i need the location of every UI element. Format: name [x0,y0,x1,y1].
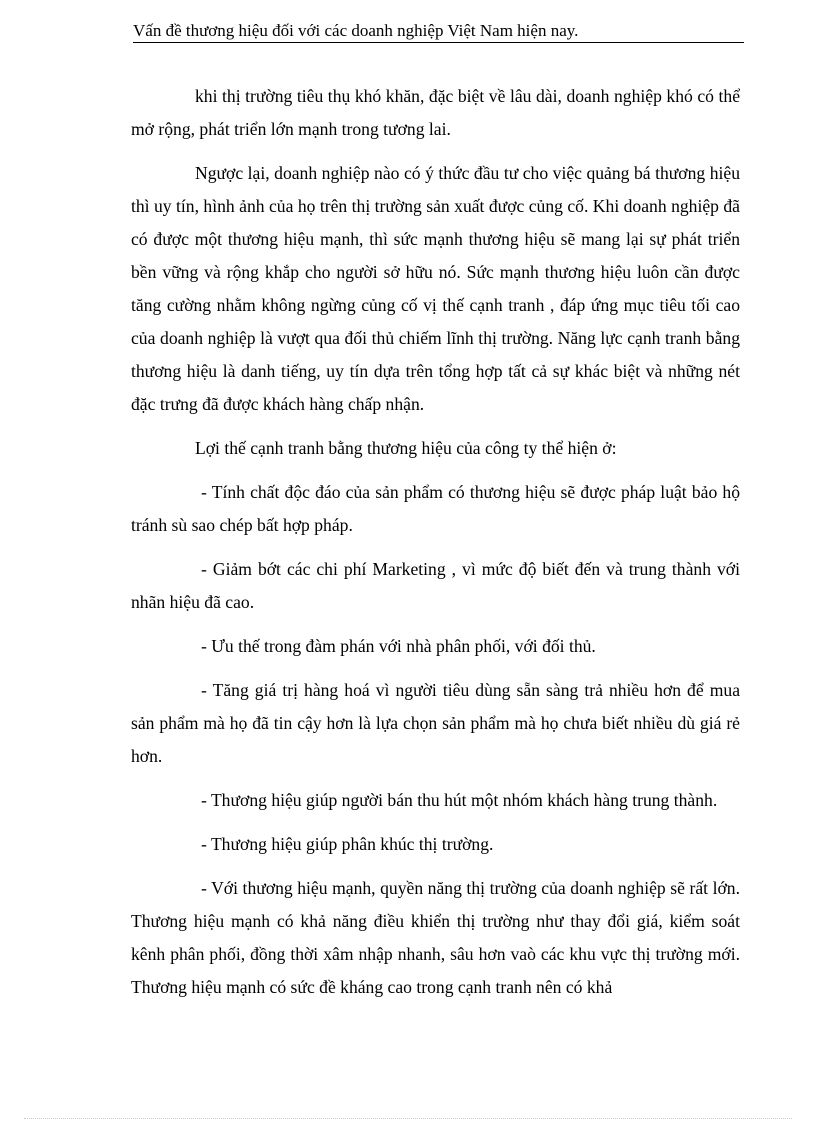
paragraph-continuation: khi thị trường tiêu thụ khó khăn, đặc biệt về lâu dài, doanh nghiệp khó có thể mở rộng, phát triển lớn mạnh trong tương lai. [131,86,740,139]
bullet-segmentation: - Thương hiệu giúp phân khúc thị trường. [201,834,494,854]
bullet-value-increase: - Tăng giá trị hàng hoá vì người tiêu dùng sẵn sàng trả nhiều hơn để mua sản phẩm mà họ đã tin cậy hơn là lựa chọn sản phẩm mà họ chưa biết nhiều dù giá rẻ hơn. [131,680,740,766]
paragraph-advantages-intro: Lợi thế cạnh tranh bằng thương hiệu của công ty thể hiện ở: [195,438,617,458]
bullet-marketing-costs: - Giảm bớt các chi phí Marketing , vì mức độ biết đến và trung thành với nhãn hiệu đã cao. [131,559,740,612]
page-header: Vấn đề thương hiệu đối với các doanh nghiệp Việt Nam hiện nay. [133,20,744,43]
bullet-market-power: - Với thương hiệu mạnh, quyền năng thị trường của doanh nghiệp sẽ rất lớn. Thương hiệu mạnh có khả năng điều khiển thị trường như thay đổi giá, kiểm soát kênh phân phối, đồng thời xâm nhập nhanh, sâu hơn vaò các khu vực thị trường mới. Thương hiệu mạnh có sức đề kháng cao trong cạnh tranh nên có khả [131,878,740,997]
paragraph-brand-investment: Ngược lại, doanh nghiệp nào có ý thức đầu tư cho việc quảng bá thương hiệu thì uy tín, hình ảnh của họ trên thị trường sản xuất được củng cố. Khi doanh nghiệp đã có được một thương hiệu mạnh, thì sức mạnh thương hiệu sẽ mang lại sự phát triển bền vững và rộng khắp cho người sở hữu nó. Sức mạnh thương hiệu luôn cần được tăng cường nhằm không ngừng củng cố vị thế cạnh tranh , đáp ứng mục tiêu tối cao của doanh nghiệp là vượt qua đối thủ chiếm lĩnh thị trường. Năng lực cạnh tranh bằng thương hiệu là danh tiếng, uy tín dựa trên tổng hợp tất cả sự khác biệt và những nét đặc trưng đã được khách hàng chấp nhận. [131,163,740,414]
page-bottom-divider [24,1118,792,1119]
bullet-legal-protection: - Tính chất độc đáo của sản phẩm có thương hiệu sẽ được pháp luật bảo hộ tránh sù sao chép bất hợp pháp. [131,482,740,535]
bullet-loyal-customers: - Thương hiệu giúp người bán thu hút một nhóm khách hàng trung thành. [201,790,718,810]
bullet-negotiation: - Ưu thế trong đàm phán với nhà phân phối, với đối thủ. [201,636,596,656]
document-body [131,80,740,1015]
